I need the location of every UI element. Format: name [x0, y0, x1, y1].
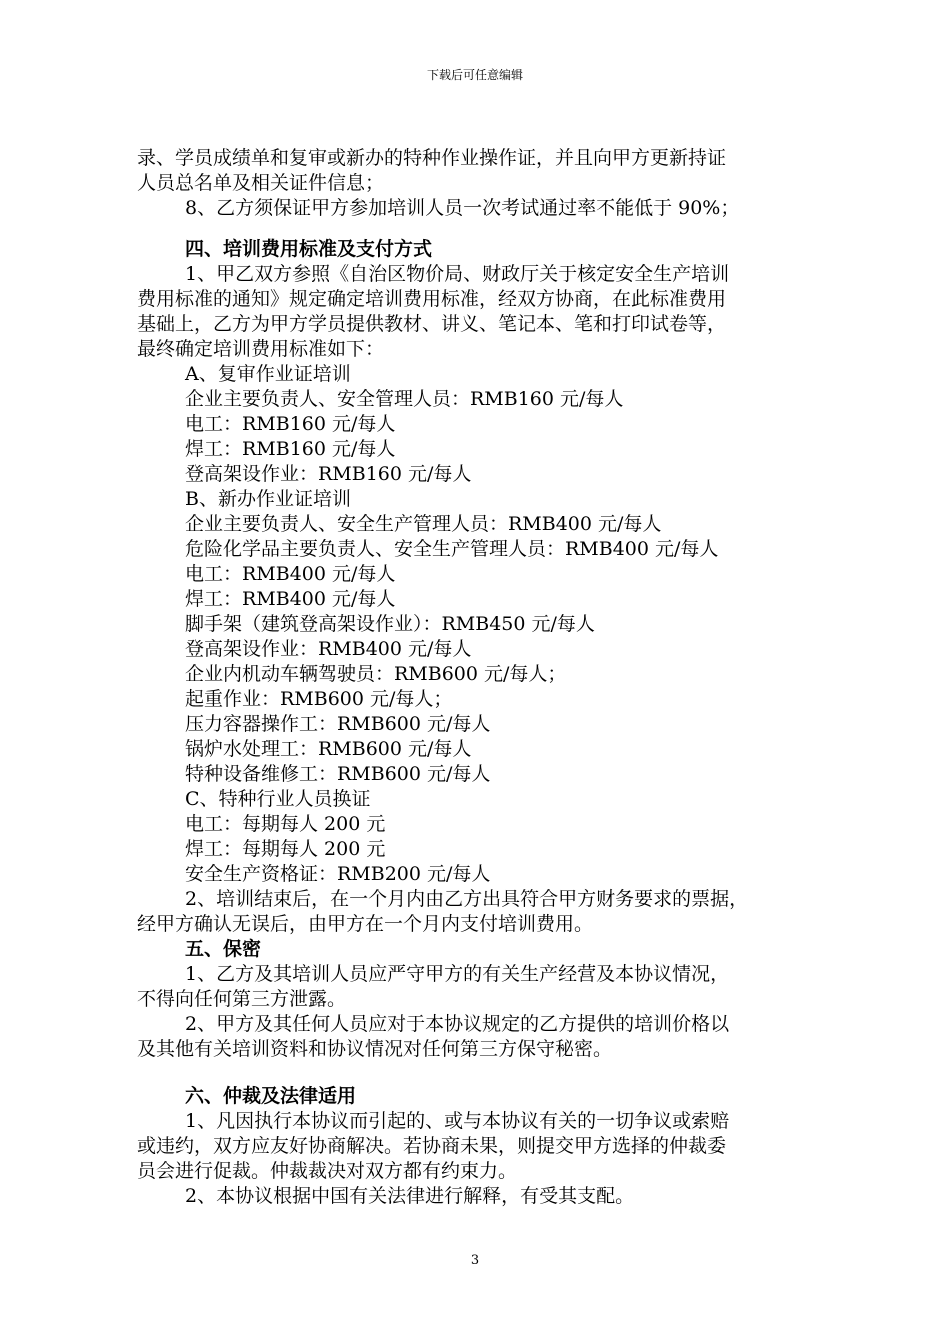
section-6-p1-line: 或违约，双方应友好协商解决。若协商未果，则提交甲方选择的仲裁委 [137, 1135, 727, 1157]
document-body [137, 146, 854, 1209]
fee-item: 登高架设作业：RMB400 元/每人 [185, 638, 472, 660]
section-6-p2-line: 2、本协议根据中国有关法律进行解释，有受其支配。 [185, 1185, 635, 1207]
fee-group-a-title: A、复审作业证培训 [185, 363, 351, 385]
section-4-p1-line: 费用标准的通知》规定确定培训费用标准，经双方协商，在此标准费用 [137, 288, 727, 310]
section-5-heading: 五、保密 [185, 938, 262, 960]
fee-item: 锅炉水处理工：RMB600 元/每人 [185, 738, 472, 760]
section-6-p1-line: 员会进行促裁。仲裁裁决对双方都有约束力。 [137, 1160, 518, 1182]
section-5-p1-line: 1、乙方及其培训人员应严守甲方的有关生产经营及本协议情况， [185, 963, 730, 985]
fee-group-c-title: C、特种行业人员换证 [185, 788, 371, 810]
section-4-p1-line: 最终确定培训费用标准如下： [137, 338, 385, 360]
fee-item: 电工：RMB160 元/每人 [185, 413, 396, 435]
fee-item: 电工：每期每人 200 元 [185, 813, 386, 835]
fee-item: 危险化学品主要负责人、安全生产管理人员：RMB400 元/每人 [185, 538, 719, 560]
page-number: 3 [470, 1253, 480, 1268]
section-5-p2-line: 2、甲方及其任何人员应对于本协议规定的乙方提供的培训价格以 [185, 1013, 730, 1035]
fee-item: 脚手架（建筑登高架设作业）：RMB450 元/每人 [185, 613, 595, 635]
fee-item: 起重作业：RMB600 元/每人； [185, 688, 453, 710]
section-6-heading: 六、仲裁及法律适用 [185, 1085, 357, 1107]
fee-item: 企业主要负责人、安全生产管理人员：RMB400 元/每人 [185, 513, 662, 535]
section-4-p1-line: 基础上，乙方为甲方学员提供教材、讲义、笔记本、笔和打印试卷等， [137, 313, 727, 335]
section-4-p2-line: 经甲方确认无误后，由甲方在一个月内支付培训费用。 [137, 913, 594, 935]
body-line: 录、学员成绩单和复审或新办的特种作业操作证，并且向甲方更新持证 [137, 147, 727, 169]
section-5-p1-line: 不得向任何第三方泄露。 [137, 988, 347, 1010]
fee-group-b-title: B、新办作业证培训 [185, 488, 351, 510]
fee-item: 焊工：RMB160 元/每人 [185, 438, 396, 460]
fee-item: 企业内机动车辆驾驶员：RMB600 元/每人； [185, 663, 567, 685]
section-4-p1-line: 1、甲乙双方参照《自治区物价局、财政厅关于核定安全生产培训 [185, 263, 730, 285]
fee-item: 企业主要负责人、安全管理人员：RMB160 元/每人 [185, 388, 624, 410]
clause-8: 8、乙方须保证甲方参加培训人员一次考试通过率不能低于 90%； [185, 197, 740, 219]
section-4-p2-line: 2、培训结束后，在一个月内由乙方出具符合甲方财务要求的票据， [185, 888, 749, 910]
body-line: 人员总名单及相关证件信息； [137, 172, 385, 194]
fee-item: 登高架设作业：RMB160 元/每人 [185, 463, 472, 485]
section-6-p1-line: 1、凡因执行本协议而引起的、或与本协议有关的一切争议或索赔 [185, 1110, 730, 1132]
fee-item: 安全生产资格证：RMB200 元/每人 [185, 863, 491, 885]
section-4-heading: 四、培训费用标准及支付方式 [185, 238, 433, 260]
fee-item: 焊工：RMB400 元/每人 [185, 588, 396, 610]
fee-item: 压力容器操作工：RMB600 元/每人 [185, 713, 491, 735]
fee-item: 特种设备维修工：RMB600 元/每人 [185, 763, 491, 785]
page-header: 下载后可任意编辑 [426, 68, 523, 82]
section-5-p2-line: 及其他有关培训资料和协议情况对任何第三方保守秘密。 [137, 1038, 613, 1060]
fee-item: 焊工：每期每人 200 元 [185, 838, 386, 860]
fee-item: 电工：RMB400 元/每人 [185, 563, 396, 585]
